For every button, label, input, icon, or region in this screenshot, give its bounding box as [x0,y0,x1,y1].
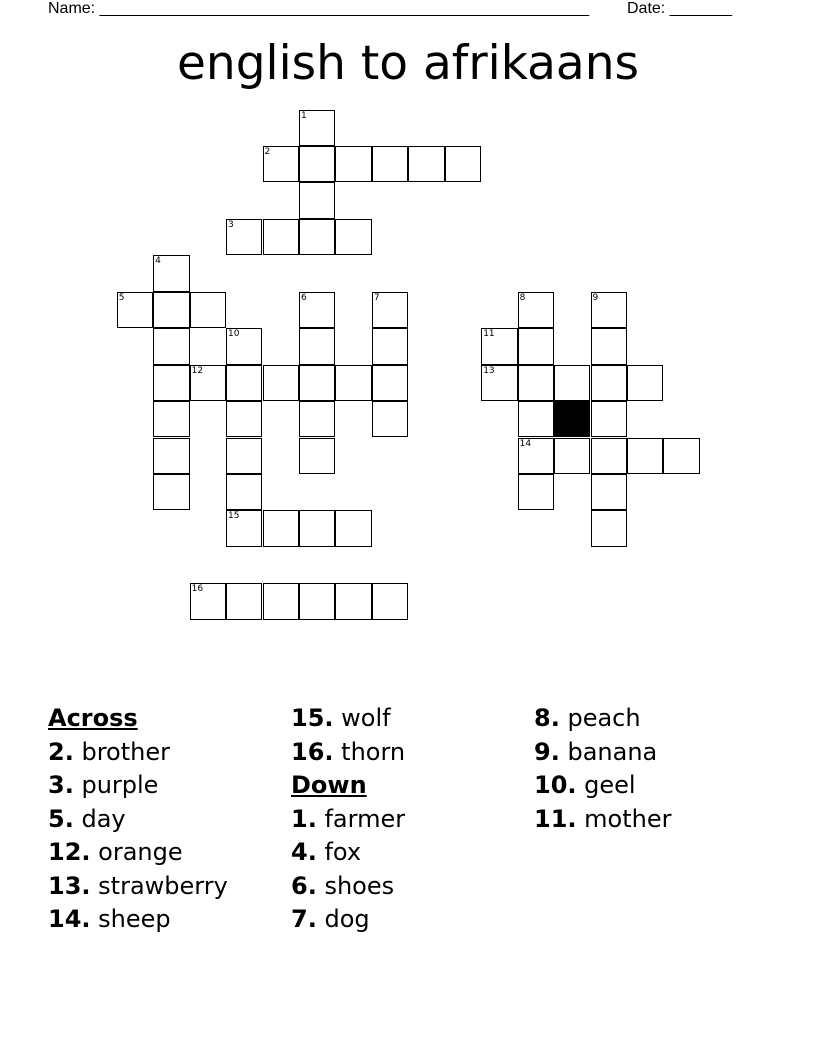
grid-cell[interactable] [518,401,554,437]
clue-item [291,703,405,737]
grid-cell[interactable] [226,365,262,401]
grid-cell[interactable] [445,146,481,182]
clue-number: 12 [191,365,204,376]
grid-cell[interactable] [226,510,262,546]
clue-item [291,737,405,771]
grid-cell[interactable] [591,438,627,474]
grid-cell[interactable] [591,474,627,510]
clue-item-text: peach [567,704,641,732]
clue-item [534,804,671,838]
grid-cell[interactable] [263,583,299,619]
clue-item-number: 13. [48,871,91,900]
grid-cell[interactable] [518,438,554,474]
grid-cell[interactable] [335,365,371,401]
clue-item-number: 15. [291,704,334,732]
clue-item [291,804,405,838]
clue-number: 14 [519,438,532,449]
clue-item-text: mother [584,804,672,833]
grid-cell[interactable] [153,365,189,401]
across-heading: Across [48,704,138,732]
clue-item-text: shoes [324,871,395,900]
clue-item-number: 16. [291,737,334,766]
clue-item [291,904,405,938]
grid-cell[interactable] [263,219,299,255]
clue-item [48,804,228,838]
grid-cell[interactable] [190,583,226,619]
down-heading: Down [291,771,367,799]
clue-item [48,770,228,804]
clue-item-text: banana [567,737,658,766]
grid-cell[interactable] [335,583,371,619]
down-clues [291,804,405,938]
clue-number: 2 [264,146,271,157]
grid-cell[interactable] [226,583,262,619]
grid-cell[interactable] [591,365,627,401]
clue-number: 16 [191,584,204,595]
grid-cell[interactable] [153,292,189,328]
clue-item [291,837,405,871]
grid-cell[interactable] [299,510,335,546]
page-title: english to afrikaans [177,36,639,91]
clue-column-3 [534,703,671,837]
clue-item-number: 6. [291,871,317,900]
clue-item-text: farmer [324,804,406,833]
grid-cell[interactable] [299,110,335,146]
grid-cell[interactable] [335,510,371,546]
grid-cell[interactable] [372,328,408,364]
grid-cell[interactable] [481,328,517,364]
clue-number: 8 [519,292,526,303]
grid-cell[interactable] [299,219,335,255]
clue-item-text: day [81,804,126,833]
clue-item-text: thorn [341,737,406,766]
clue-item-number: 5. [48,804,74,833]
grid-cell[interactable] [226,474,262,510]
clue-column-2 [291,703,405,938]
grid-cell[interactable] [190,292,226,328]
clue-item-number: 1. [291,804,317,833]
grid-cell[interactable] [153,474,189,510]
grid-cell[interactable] [554,365,590,401]
clue-item-text: geel [584,771,636,799]
grid-cell[interactable] [591,292,627,328]
grid-cell[interactable] [153,255,189,291]
clue-item-number: 8. [534,704,560,732]
clue-item-text: orange [98,838,183,866]
grid-cell[interactable] [518,365,554,401]
clue-item-number: 14. [48,905,91,933]
clue-item [291,871,405,905]
clue-item [534,703,671,737]
clue-column-1 [48,703,228,938]
clue-item-text: sheep [98,905,171,933]
clue-number: 10 [228,329,240,340]
clue-item-number: 9. [534,737,560,766]
grid-cell[interactable] [554,438,590,474]
clue-item-number: 4. [291,838,317,866]
grid-cell[interactable] [591,401,627,437]
clue-number: 3 [228,219,234,230]
grid-cell[interactable] [299,292,335,328]
grid-cell[interactable] [299,365,335,401]
grid-cell[interactable] [627,365,663,401]
grid-cell[interactable] [518,474,554,510]
grid-block-cell [554,401,590,437]
grid-cell[interactable] [372,365,408,401]
name-field-label: Name: _______________________________________________________ [48,0,589,17]
clue-item-number: 12. [48,838,91,866]
clue-item [48,837,228,871]
clue-number: 6 [300,292,307,303]
grid-cell[interactable] [190,365,226,401]
grid-cell[interactable] [226,401,262,437]
grid-cell[interactable] [335,146,371,182]
clue-item-number: 2. [48,737,74,766]
grid-cell[interactable] [117,292,153,328]
clue-number: 15 [228,511,240,522]
clue-item-text: strawberry [98,871,228,900]
grid-cell[interactable] [153,401,189,437]
clue-number: 1 [300,110,307,121]
grid-cell[interactable] [153,438,189,474]
clue-number: 9 [592,292,599,303]
grid-cell[interactable] [372,401,408,437]
clue-item-text: fox [324,838,362,866]
grid-cell[interactable] [299,438,335,474]
grid-cell[interactable] [518,328,554,364]
clue-item-number: 11. [534,804,577,833]
grid-cell[interactable] [226,438,262,474]
clue-item [48,904,228,938]
grid-cell[interactable] [299,146,335,182]
across-clues-continued [291,703,405,770]
clue-item [48,871,228,905]
grid-cell[interactable] [335,219,371,255]
clue-number: 5 [118,292,125,303]
grid-cell[interactable] [299,583,335,619]
grid-cell[interactable] [372,292,408,328]
grid-cell[interactable] [299,401,335,437]
grid-cell[interactable] [408,146,444,182]
grid-cell[interactable] [263,365,299,401]
clue-item [534,737,671,771]
grid-cell[interactable] [518,292,554,328]
grid-cell[interactable] [153,328,189,364]
grid-cell[interactable] [591,510,627,546]
clue-item-number: 3. [48,771,74,799]
grid-cell[interactable] [663,438,699,474]
grid-cell[interactable] [226,219,262,255]
grid-cell[interactable] [481,365,517,401]
date-field-label: Date: _______ [627,0,732,17]
clue-number: 7 [373,292,380,303]
grid-cell[interactable] [372,583,408,619]
clue-item-number: 10. [534,771,577,799]
clue-item [534,770,671,804]
grid-cell[interactable] [299,182,335,218]
clue-item-text: wolf [341,704,391,732]
grid-cell[interactable] [263,510,299,546]
clue-item-number: 7. [291,905,317,933]
clue-item-text: brother [81,737,170,766]
clue-number: 4 [155,256,161,267]
clue-number: 13 [483,365,495,376]
clue-item-text: purple [81,771,159,799]
grid-cell[interactable] [627,438,663,474]
grid-cell[interactable] [299,328,335,364]
grid-cell[interactable] [226,328,262,364]
grid-cell[interactable] [263,146,299,182]
grid-cell[interactable] [372,146,408,182]
clue-item-text: dog [324,905,370,933]
grid-cell[interactable] [591,328,627,364]
clue-number: 11 [483,329,495,340]
clue-item [48,737,228,771]
